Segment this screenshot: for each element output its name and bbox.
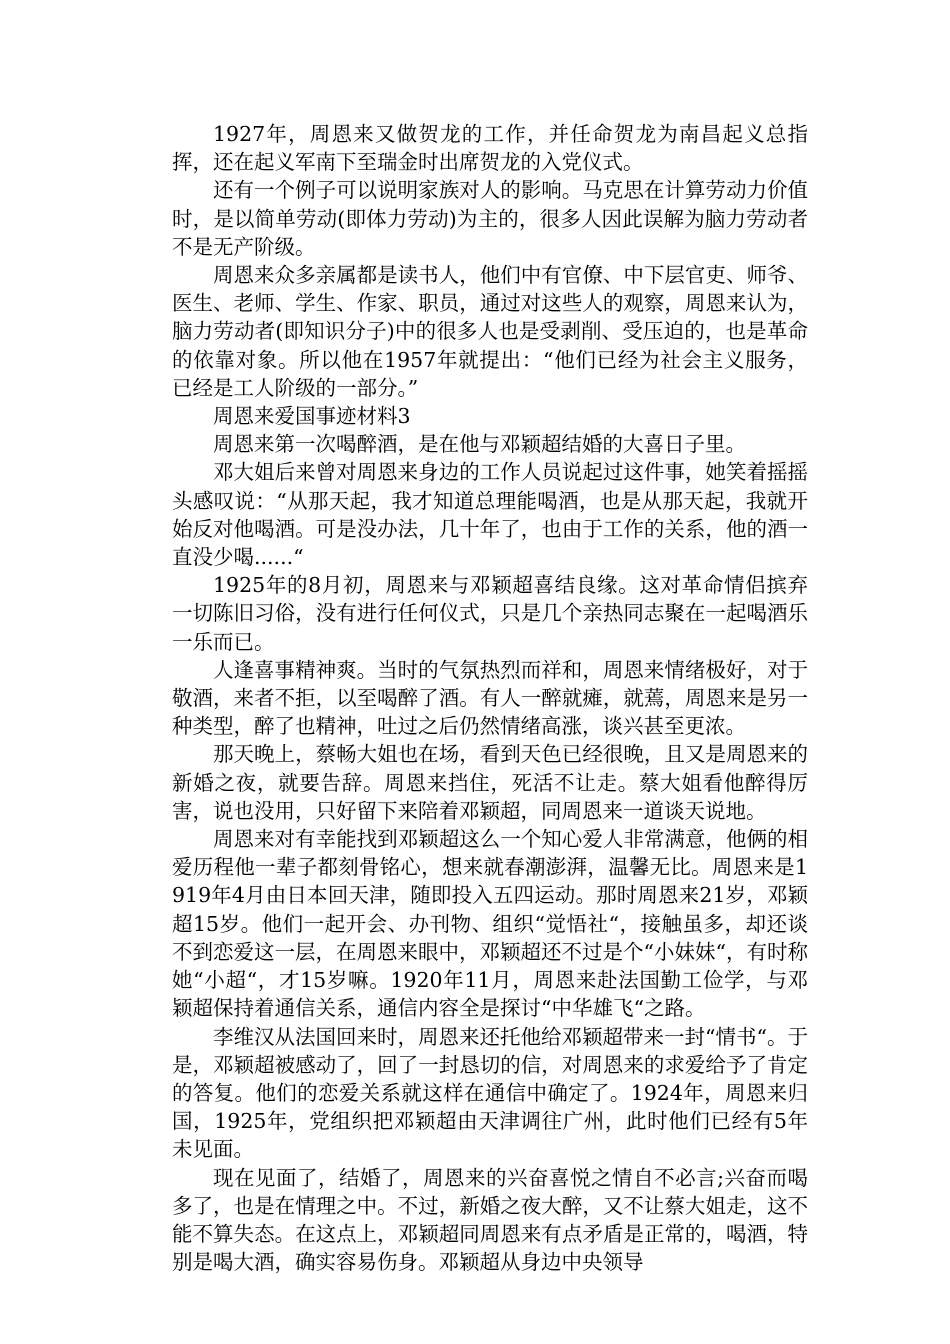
- paragraph: 1925年的8月初，周恩来与邓颖超喜结良缘。这对革命情侣摈弃一切陈旧习俗，没有进行任何仪式，只是几个亲热同志聚在一起喝酒乐一乐而已。: [172, 573, 808, 654]
- paragraph: 邓大姐后来曾对周恩来身边的工作人员说起过这件事，她笑着摇摇头感叹说：“从那天起，我才知道总理能喝酒，也是从那天起，我就开始反对他喝酒。可是没办法，几十年了，也由于工作的关系，他的酒一直没少喝......“: [172, 460, 808, 570]
- section-heading: 周恩来爱国事迹材料3: [213, 404, 411, 429]
- paragraph: 人逢喜事精神爽。当时的气氛热烈而祥和，周恩来情绪极好，对于敬酒，来者不拒，以至喝醉了酒。有人一醉就瘫，就蔫，周恩来是另一种类型，醉了也精神，吐过之后仍然情绪高涨，谈兴甚至更浓。: [172, 657, 808, 739]
- paragraph: 周恩来第一次喝醉酒，是在他与邓颖超结婚的大喜日子里。: [213, 432, 746, 457]
- paragraph: 1927年，周恩来又做贺龙的工作，并任命贺龙为南昌起义总指挥，还在起义军南下至瑞金时出席贺龙的入党仪式。: [172, 122, 808, 175]
- paragraph: 那天晚上，蔡畅大姐也在场，看到天色已经很晚，且又是周恩来的新婚之夜，就要告辞。周恩来挡住，死活不让走。蔡大姐看他醉得厉害，说也没用，只好留下来陪着邓颖超，同周恩来一道谈天说地。: [172, 742, 808, 823]
- paragraph: 周恩来对有幸能找到邓颖超这么一个知心爱人非常满意，他俩的相爱历程他一辈子都刻骨铭心，想来就春潮澎湃，温馨无比。周恩来是1919年4月由日本回天津，随即投入五四运动。那时周恩来21岁，邓颖超15岁。他们一起开会、办刊物、组织“觉悟社“，接触虽多，却还谈不到恋爱这一层，在周恩来眼中，邓颖超还不过是个“小妹妹“，有时称她“小超“，才15岁嘛。1920年11月，周恩来赴法国勤工俭学，与邓颖超保持着通信关系，通信内容全是探讨“中华雄飞“之路。: [172, 827, 808, 1021]
- paragraph: 还有一个例子可以说明家族对人的影响。马克思在计算劳动力价值时，是以简单劳动(即体力劳动)为主的，很多人因此误解为脑力劳动者不是无产阶级。: [172, 178, 808, 259]
- paragraph: 李维汉从法国回来时，周恩来还托他给邓颖超带来一封“情书“。于是，邓颖超被感动了，回了一封恳切的信，对周恩来的求爱给予了肯定的答复。他们的恋爱关系就这样在通信中确定了。1924年，周恩来归国，1925年，党组织把邓颖超由天津调往广州，此时他们已经有5年未见面。: [172, 1024, 808, 1162]
- paragraph: 现在见面了，结婚了，周恩来的兴奋喜悦之情自不必言;兴奋而喝多了，也是在情理之中。不过，新婚之夜大醉，又不让蔡大姐走，这不能不算失态。在这点上，邓颖超同周恩来有点矛盾是正常的，喝酒，特别是喝大酒，确实容易伤身。邓颖超从身边中央领导: [172, 1165, 808, 1275]
- document-body: [172, 120, 808, 1276]
- paragraph: 周恩来众多亲属都是读书人，他们中有官僚、中下层官吏、师爷、医生、老师、学生、作家、职员，通过对这些人的观察，周恩来认为，脑力劳动者(即知识分子)中的很多人也是受剥削、受压迫的，也是革命的依靠对象。所以他在1957年就提出：“他们已经为社会主义服务，已经是工人阶级的一部分。”: [172, 263, 808, 400]
